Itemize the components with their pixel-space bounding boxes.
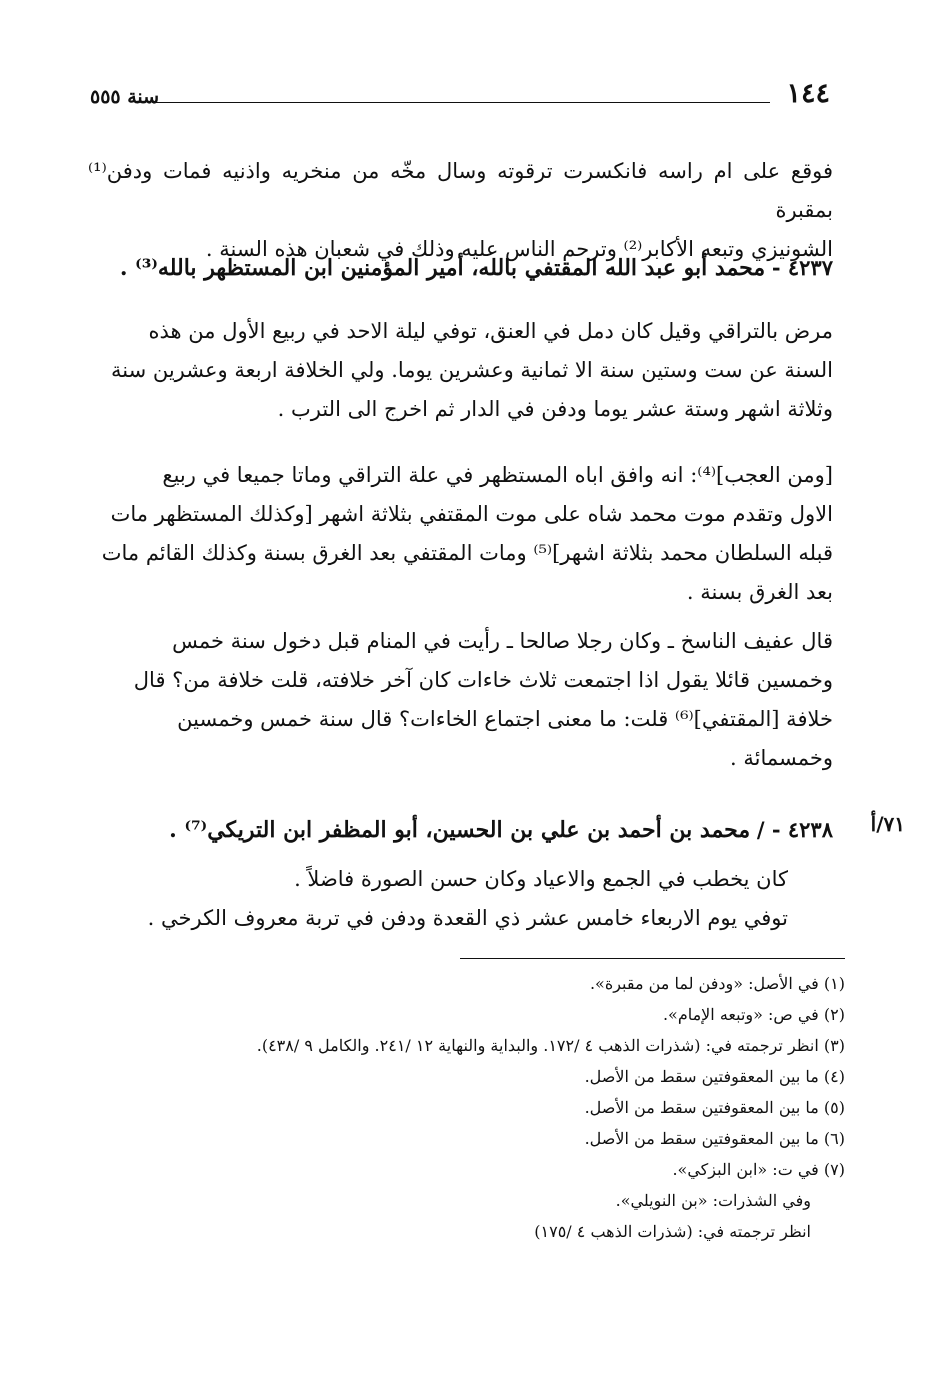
footnote-continuation: وفي الشذرات: «بن النويلي». [615,1191,811,1210]
text-line: فوقع على ام راسه فانكسرت ترقوته وسال مخّه من منخريه واذنيه فمات ودفن⁽¹⁾ بمقبرة [88,159,833,222]
text-line: الشونيزي وتبعه الأكابر⁽²⁾ وترحم الناس عليه وذلك في شعبان هذه السنة . [205,237,833,261]
header-rule [152,102,770,103]
margin-folio-ref: ٧١/أ [870,812,905,836]
footnote: (٤) ما بين المعقوفتين سقط من الأصل. [584,1067,845,1086]
footnote: (٥) ما بين المعقوفتين سقط من الأصل. [584,1098,845,1117]
page-header [90,78,830,118]
entry-number: ٤٢٣٨ - / [756,817,833,842]
paragraph-4 [88,622,833,778]
entry-title: محمد بن أحمد بن علي بن الحسين، أبو المظفر ابن التريكي⁽⁷⁾ . [169,817,751,843]
running-head: سنة ٥٥٥ [90,86,160,108]
text-line: مرض بالتراقي وقيل كان دمل في العنق، توفي ليلة الاحد في ربيع الأول من هذه [148,319,833,343]
footnote: (٧) في ت: «ابن البزكي». [672,1160,845,1179]
entry-title: محمد أبو عبد الله المقتفي بالله، أمير المؤمنين ابن المستظهر بالله⁽³⁾ . [119,255,766,281]
text-line: توفي يوم الاربعاء خامس عشر ذي القعدة ودفن في تربة معروف الكرخي . [147,906,788,930]
footnote-rule [460,958,845,959]
footnote: (٣) انظر ترجمته في: (شذرات الذهب ٤ /١٧٢. والبداية والنهاية ١٢ /٢٤١. والكامل ٩ /٤٣٨). [256,1036,845,1055]
text-line: السنة عن ست وستين سنة الا ثمانية وعشرين يوما. ولي الخلافة اربعة وعشرين سنة [110,358,833,382]
text-line: قبله السلطان محمد بثلاثة اشهر]⁽⁵⁾ ومات المقتفي بعد الغرق بسنة وكذلك القائم مات [101,541,833,565]
footnote: (٢) في ص: «وتبعه الإمام». [662,1005,845,1024]
page-number: ١٤٤ [786,78,830,109]
text-line: [ومن العجب]⁽⁴⁾: انه وافق اباه المستظهر في علة التراقي وماتا جميعا في ربيع [162,463,833,487]
text-line: كان يخطب في الجمع والاعياد وكان حسن الصورة فاضلاً . [294,867,788,891]
text-line: قال عفيف الناسخ ـ وكان رجلا صالحا ـ رأيت في المنام قبل دخول سنة خمس [172,629,833,653]
footnote-continuation: انظر ترجمته في: (شذرات الذهب ٤ /١٧٥) [534,1222,811,1241]
entry-number: ٤٢٣٧ - [771,255,833,280]
paragraph-2 [88,312,833,429]
text-line: الاول وتقدم موت محمد شاه على موت المقتفي بثلاثة اشهر [وكذلك المستظهر مات [110,502,833,526]
text-line: بعد الغرق بسنة . [686,580,833,604]
entry-4238-heading [128,810,833,850]
entry-4237-heading [88,248,833,288]
text-line: وثلاثة اشهر وستة عشر يوما ودفن في الدار ثم اخرج الى الترب . [277,397,833,421]
footnote: (١) في الأصل: «ودفن لما من مقبرة». [589,974,845,993]
text-line: وخمسمائة . [730,746,833,770]
footnote: (٦) ما بين المعقوفتين سقط من الأصل. [584,1129,845,1148]
footnotes [120,968,845,1247]
text-line: خلافة [المقتفي]⁽⁶⁾ قلت: ما معنى اجتماع الخاءات؟ قال سنة خمس وخمسين [177,707,833,731]
paragraph-3 [88,456,833,612]
text-line: وخمسين قائلا يقول اذا اجتمعت ثلاث خاءات كان آخر خلافته، قلت خلافة من؟ قال [133,668,833,692]
paragraph-5 [128,860,833,938]
